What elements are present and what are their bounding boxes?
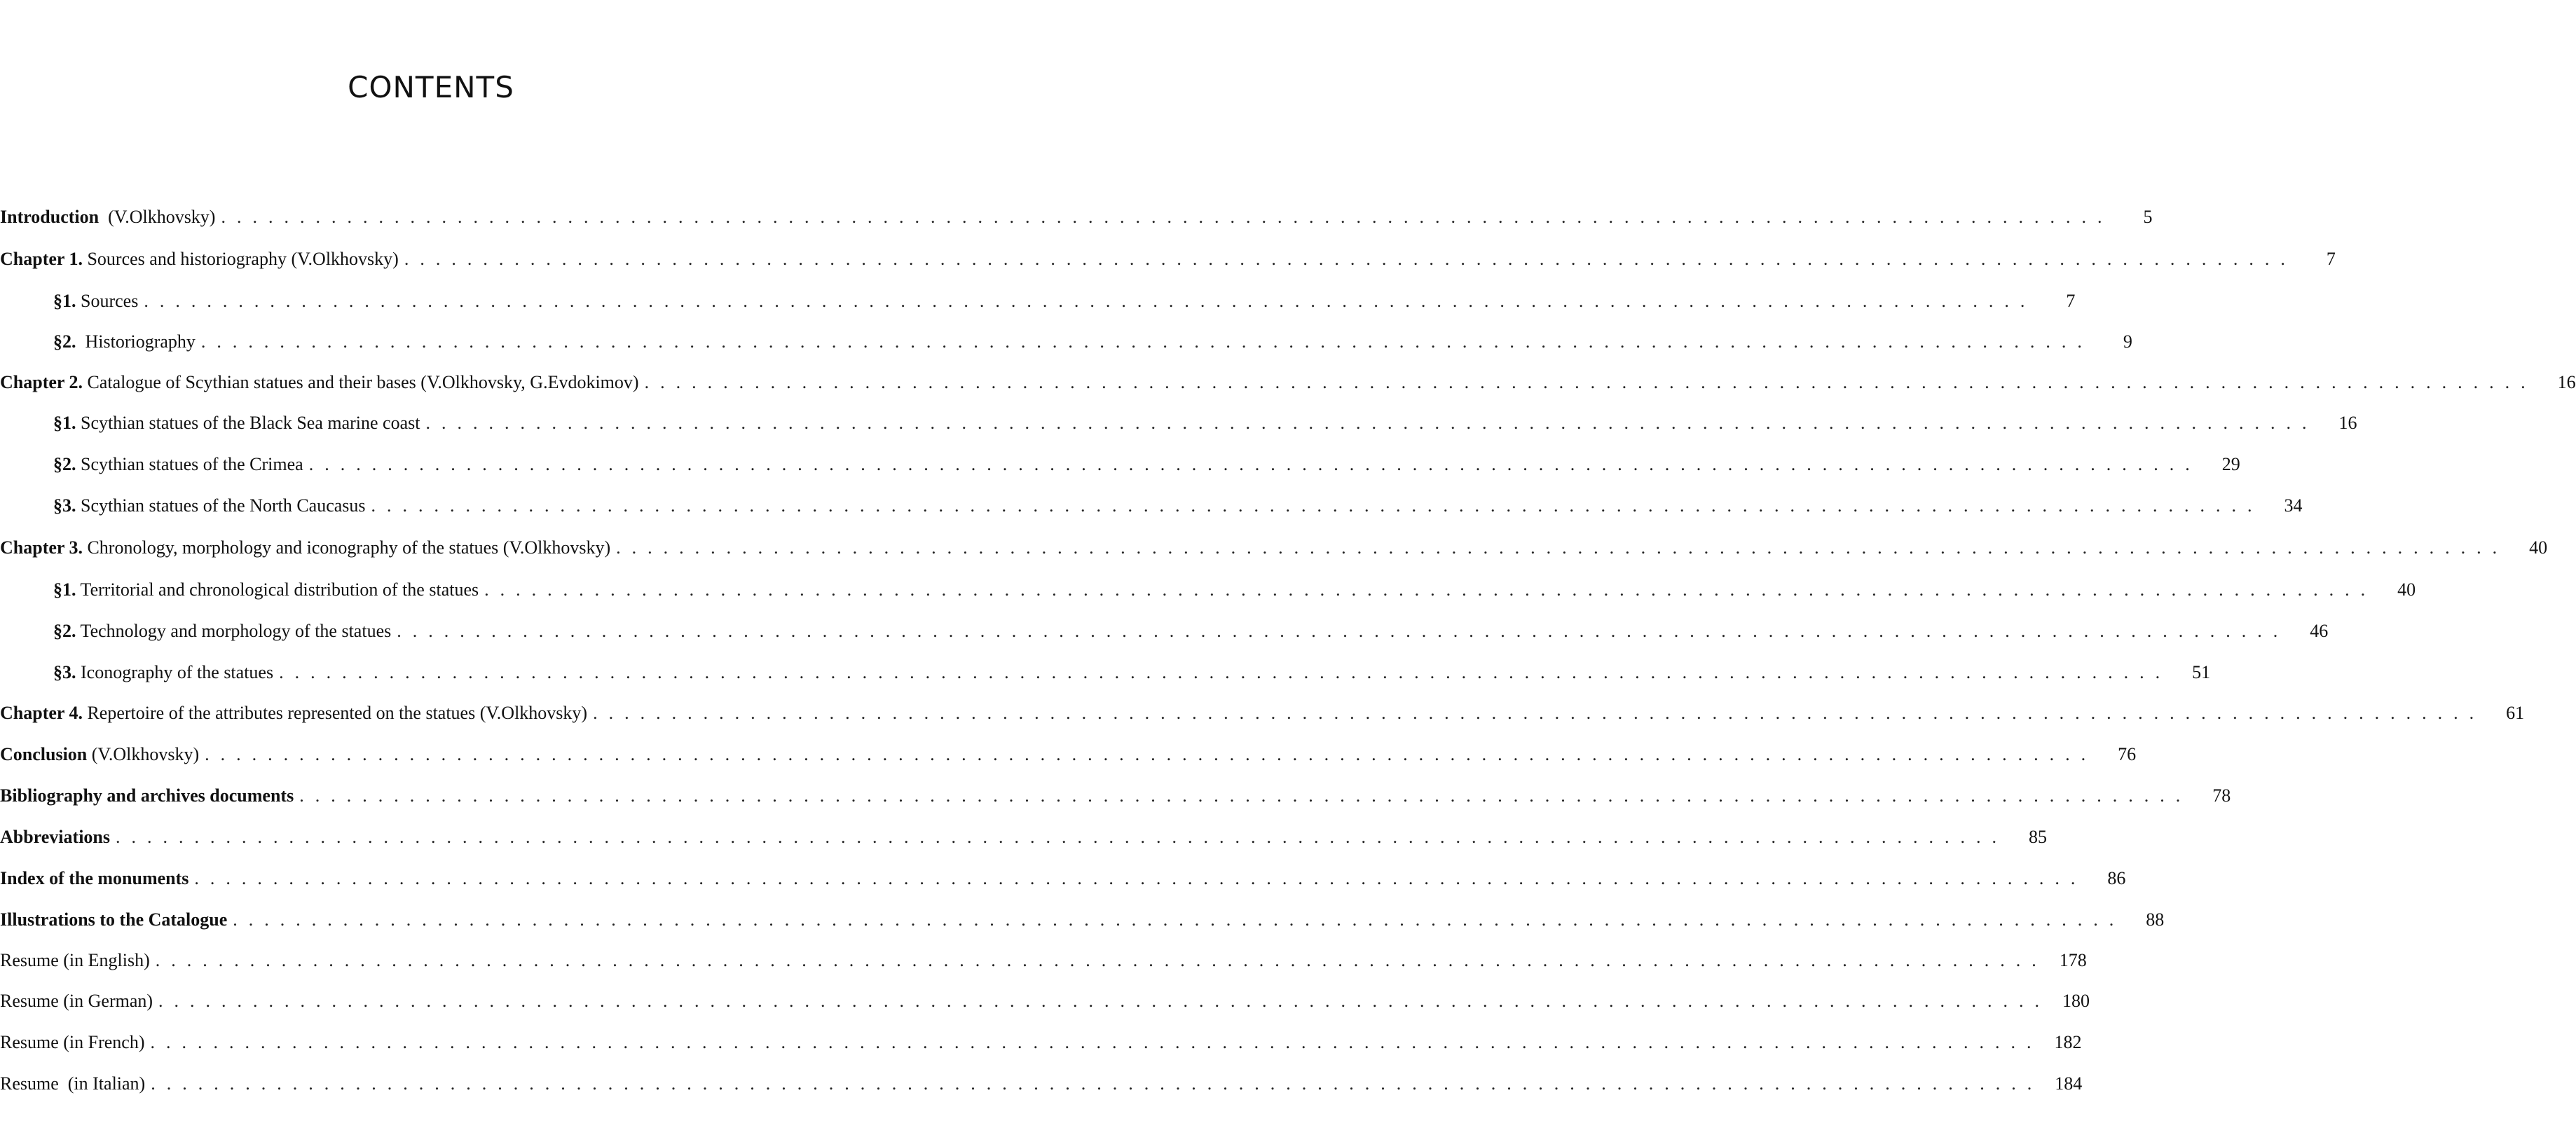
toc-entry-title: Scythian statues of the North Caucasus	[76, 495, 366, 516]
toc-entry-label	[0, 987, 153, 1015]
toc-entry	[0, 1070, 2083, 1098]
toc-entry-heading: Bibliography and archives documents	[0, 785, 294, 806]
toc-entry-label	[53, 576, 479, 604]
toc-entry-title: Scythian statues of the Crimea	[76, 454, 303, 474]
toc-entry-label	[0, 947, 150, 975]
toc-entry-label	[53, 328, 196, 356]
toc-entry-page-number: 51	[2192, 662, 2211, 682]
dot-leader: ........................................................................................................................	[644, 372, 2537, 392]
toc-entry-page-number: 182	[2054, 1032, 2082, 1052]
dot-leader: ........................................................................................................................	[308, 454, 2201, 474]
toc-entry-page-number: 178	[2059, 950, 2087, 970]
toc-entry-page-number: 16	[2338, 413, 2357, 433]
page-title: CONTENTS	[348, 70, 514, 105]
toc-entry-label	[0, 1070, 145, 1098]
toc-entry-heading: §2.	[53, 621, 76, 641]
toc-entry-heading: Chapter 3.	[0, 537, 83, 558]
toc-entry	[0, 409, 2357, 437]
toc-entry	[0, 699, 2525, 727]
dot-leader: ........................................................................................................................	[484, 579, 2377, 600]
toc-entry-page-number: 61	[2506, 703, 2525, 723]
toc-entry-heading: §1.	[53, 291, 76, 311]
dot-leader: ........................................................................................................................	[299, 785, 2192, 806]
toc-entry-label	[0, 741, 199, 769]
toc-entry-label	[0, 1029, 145, 1057]
toc-entry-heading: Illustrations to the Catalogue	[0, 909, 228, 930]
toc-entry-heading: §2.	[53, 331, 76, 352]
toc-entry-label	[0, 245, 399, 273]
toc-entry-heading: Chapter 4.	[0, 703, 83, 723]
toc-entry-page-number: 86	[2107, 868, 2126, 888]
dot-leader: ........................................................................................................................	[397, 621, 2289, 641]
toc-entry-label	[0, 865, 189, 893]
toc-entry-page-number: 7	[2066, 291, 2076, 311]
toc-entry-heading: §2.	[53, 454, 76, 474]
toc-entry-title: (V.Olkhovsky)	[87, 744, 200, 764]
toc-entry-label	[53, 659, 273, 687]
toc-entry-label	[0, 534, 610, 562]
toc-entry-title: Catalogue of Scythian statues and their bases (V.Olkhovsky, G.Evdokimov)	[82, 372, 639, 392]
toc-entry	[0, 865, 2126, 893]
toc-entry	[0, 245, 2336, 273]
dot-leader: ........................................................................................................................	[158, 991, 2051, 1011]
toc-entry-title: Resume (in English)	[0, 950, 150, 970]
toc-entry	[0, 534, 2548, 562]
toc-entry	[0, 987, 2090, 1015]
toc-entry-title: Historiography	[76, 331, 196, 352]
toc-entry-page-number: 46	[2310, 621, 2329, 641]
toc-entry-label	[53, 492, 366, 520]
toc-entry	[0, 741, 2137, 769]
toc-entry-page-number: 180	[2062, 991, 2090, 1011]
dot-leader: ........................................................................................................................	[205, 744, 2097, 764]
dot-leader: ........................................................................................................................	[151, 1073, 2043, 1094]
toc-entry-title: Resume (in German)	[0, 991, 153, 1011]
toc-entry	[0, 328, 2132, 356]
toc-entry-label	[53, 287, 138, 315]
toc-entry	[0, 287, 2076, 315]
toc-entry-title: Territorial and chronological distribution of the statues	[76, 579, 479, 600]
toc-entry-label	[53, 409, 420, 437]
toc-entry-heading: Introduction	[0, 207, 100, 227]
toc-entry-title: Chronology, morphology and iconography of the statues (V.Olkhovsky)	[82, 537, 611, 558]
toc-entry-title: Repertoire of the attributes represented on the statues (V.Olkhovsky)	[82, 703, 588, 723]
toc-entry-label	[0, 906, 227, 934]
toc-entry	[0, 823, 2047, 851]
dot-leader: ........................................................................................................................	[221, 207, 2113, 227]
toc-entry	[0, 617, 2329, 645]
toc-entry-heading: §1.	[53, 413, 76, 433]
toc-entry-page-number: 85	[2029, 827, 2047, 847]
dot-leader: ........................................................................................................................	[200, 331, 2093, 352]
toc-entry-label	[53, 617, 391, 645]
toc-entry	[0, 1029, 2082, 1057]
dot-leader: ........................................................................................................................	[116, 827, 2008, 847]
toc-entry	[0, 906, 2165, 934]
toc-entry-label	[0, 699, 587, 727]
dot-leader: ........................................................................................................................	[371, 495, 2263, 516]
toc-entry-page-number: 78	[2212, 785, 2231, 806]
toc-entry	[0, 369, 2576, 397]
toc-entry-page-number: 16	[2557, 372, 2576, 392]
toc-entry-page-number: 5	[2143, 207, 2153, 227]
dot-leader: ........................................................................................................................	[144, 291, 2036, 311]
toc-entry-label	[53, 451, 303, 479]
toc-entry-title: Sources and historiography (V.Olkhovsky)	[82, 249, 399, 269]
toc-entry-title: (V.Olkhovsky)	[99, 207, 216, 227]
toc-entry-heading: Conclusion	[0, 744, 88, 764]
toc-entry-heading: §3.	[53, 495, 76, 516]
toc-entry-page-number: 40	[2397, 579, 2416, 600]
toc-entry-page-number: 88	[2146, 909, 2165, 930]
toc-entry	[0, 782, 2231, 810]
dot-leader: ........................................................................................................................	[616, 537, 2509, 558]
toc-entry-heading: Abbreviations	[0, 827, 110, 847]
dot-leader: ........................................................................................................................	[279, 662, 2172, 682]
toc-entry-page-number: 184	[2055, 1073, 2083, 1094]
toc-entry-heading: §3.	[53, 662, 76, 682]
dot-leader: ........................................................................................................................	[233, 909, 2125, 930]
toc-entry	[0, 947, 2087, 975]
toc-entry-title: Sources	[76, 291, 139, 311]
toc-entry-title: Technology and morphology of the statues	[76, 621, 392, 641]
toc-entry-heading: Chapter 1.	[0, 249, 83, 269]
toc-entry-heading: Chapter 2.	[0, 372, 83, 392]
dot-leader: ........................................................................................................................	[404, 249, 2296, 269]
toc-entry-page-number: 76	[2118, 744, 2137, 764]
dot-leader: ........................................................................................................................	[155, 950, 2048, 970]
dot-leader: ........................................................................................................................	[425, 413, 2318, 433]
dot-leader: ........................................................................................................................	[150, 1032, 2043, 1052]
toc-entry	[0, 576, 2416, 604]
toc-entry-page-number: 29	[2221, 454, 2240, 474]
toc-entry-page-number: 7	[2326, 249, 2336, 269]
toc-entry-title: Resume (in Italian)	[0, 1073, 146, 1094]
toc-entry-title: Scythian statues of the Black Sea marine coast	[76, 413, 420, 433]
toc-entry-title: Resume (in French)	[0, 1032, 145, 1052]
toc-entry	[0, 659, 2211, 687]
toc-entry-heading: Index of the monuments	[0, 868, 189, 888]
toc-entry-heading: §1.	[53, 579, 76, 600]
toc-entry-page-number: 40	[2529, 537, 2548, 558]
toc-entry-page-number: 34	[2284, 495, 2303, 516]
toc-entry-page-number: 9	[2123, 331, 2132, 352]
toc-entry	[0, 203, 2153, 231]
toc-entry	[0, 492, 2303, 520]
dot-leader: ........................................................................................................................	[194, 868, 2087, 888]
dot-leader: ........................................................................................................................	[593, 703, 2486, 723]
toc-entry-label	[0, 203, 215, 231]
toc-entry-label	[0, 369, 639, 397]
toc-entry-label	[0, 823, 110, 851]
toc-entry	[0, 451, 2240, 479]
toc-entry-label	[0, 782, 294, 810]
toc-entry-title: Iconography of the statues	[76, 662, 274, 682]
